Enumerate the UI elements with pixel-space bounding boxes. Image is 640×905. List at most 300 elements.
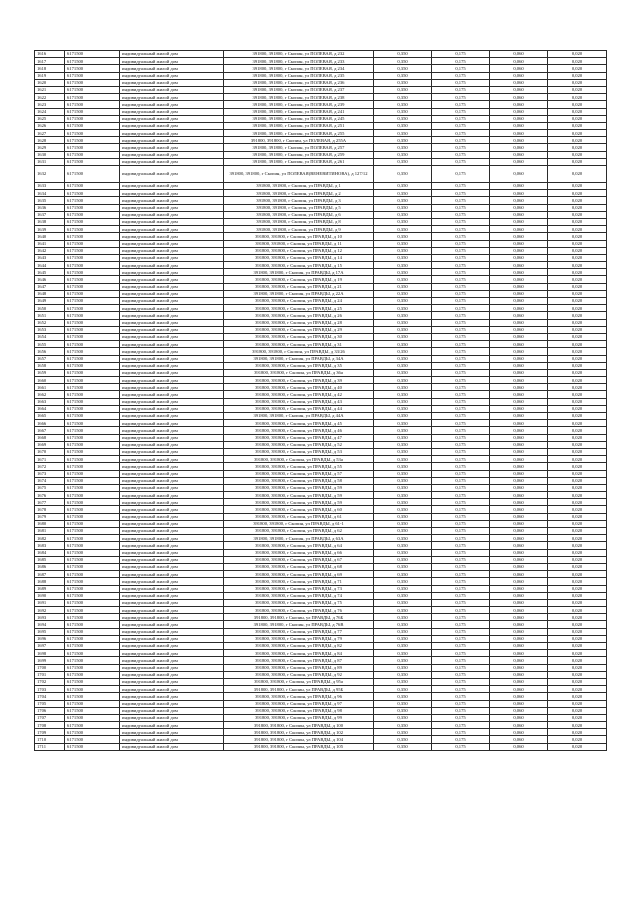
table-row (35, 369, 607, 376)
value-cell-3: 0,060 (490, 628, 548, 635)
row-number-cell: 1661 (35, 384, 65, 391)
value-cell-2: 0,175 (432, 434, 490, 441)
value-cell-1: 0,350 (374, 348, 432, 355)
value-cell-2: 0,175 (432, 427, 490, 434)
value-cell-3: 0,060 (490, 94, 548, 101)
table-row (35, 657, 607, 664)
value-cell-1: 0,350 (374, 736, 432, 743)
value-cell-1: 0,350 (374, 549, 432, 556)
row-number-cell: 1616 (35, 51, 65, 58)
value-cell-3: 0,060 (490, 441, 548, 448)
table-row (35, 448, 607, 455)
building-type-cell: индивидуальный жилой дом (120, 305, 224, 312)
oktmo-code-cell: 6171500 (65, 722, 120, 729)
value-cell-1: 0,350 (374, 369, 432, 376)
value-cell-2: 0,175 (432, 158, 490, 165)
building-type-cell: индивидуальный жилой дом (120, 51, 224, 58)
value-cell-2: 0,175 (432, 326, 490, 333)
value-cell-4: 0,020 (548, 86, 607, 93)
oktmo-code-cell: 6171500 (65, 542, 120, 549)
value-cell-2: 0,175 (432, 484, 490, 491)
table-row (35, 65, 607, 72)
row-number-cell: 1668 (35, 434, 65, 441)
value-cell-1: 0,350 (374, 377, 432, 384)
building-type-cell: индивидуальный жилой дом (120, 137, 224, 144)
value-cell-3: 0,060 (490, 513, 548, 520)
value-cell-3: 0,060 (490, 420, 548, 427)
value-cell-4: 0,020 (548, 542, 607, 549)
table-row (35, 571, 607, 578)
value-cell-2: 0,175 (432, 413, 490, 420)
address-cell: 391800, 391800, г Скопин, ул ПРАВДЫ, д 11 (224, 240, 374, 247)
table-row (35, 298, 607, 305)
table-row (35, 94, 607, 101)
value-cell-3: 0,060 (490, 319, 548, 326)
building-type-cell: индивидуальный жилой дом (120, 578, 224, 585)
table-row (35, 405, 607, 412)
value-cell-4: 0,020 (548, 130, 607, 137)
address-cell: 391800, 391800, г Скопин, ул ПРАВДЫ, д 6 (224, 211, 374, 218)
address-cell: 391800, 391800, г Скопин, ул ПРАВДЫ, д 69 (224, 571, 374, 578)
value-cell-3: 0,060 (490, 477, 548, 484)
row-number-cell: 1698 (35, 650, 65, 657)
value-cell-2: 0,175 (432, 743, 490, 750)
value-cell-2: 0,175 (432, 101, 490, 108)
building-type-cell: индивидуальный жилой дом (120, 448, 224, 455)
value-cell-1: 0,350 (374, 233, 432, 240)
value-cell-4: 0,020 (548, 226, 607, 233)
value-cell-3: 0,060 (490, 269, 548, 276)
address-cell: 391800, 391800, г Скопин, ул ПРАВДЫ, д 53 (224, 448, 374, 455)
value-cell-3: 0,060 (490, 743, 548, 750)
building-type-cell: индивидуальный жилой дом (120, 456, 224, 463)
building-type-cell: индивидуальный жилой дом (120, 144, 224, 151)
building-type-cell: индивидуальный жилой дом (120, 513, 224, 520)
row-number-cell: 1694 (35, 621, 65, 628)
value-cell-2: 0,175 (432, 571, 490, 578)
value-cell-3: 0,060 (490, 65, 548, 72)
value-cell-2: 0,175 (432, 736, 490, 743)
address-cell: 391800, 391800, г Скопин, ул ПРАВДЫ, д 53а (224, 456, 374, 463)
value-cell-1: 0,350 (374, 319, 432, 326)
value-cell-1: 0,350 (374, 535, 432, 542)
address-cell: 391800, 391800, г Скопин, ул ПОЛЕВАЯ, д 261 (224, 158, 374, 165)
row-number-cell: 1683 (35, 542, 65, 549)
oktmo-code-cell: 6171500 (65, 700, 120, 707)
table-row (35, 420, 607, 427)
value-cell-4: 0,020 (548, 563, 607, 570)
value-cell-1: 0,350 (374, 65, 432, 72)
table-row (35, 341, 607, 348)
address-cell: 391800, 391800, г Скопин, ул ПРАВДЫ, д 102 (224, 729, 374, 736)
value-cell-4: 0,020 (548, 398, 607, 405)
value-cell-4: 0,020 (548, 101, 607, 108)
value-cell-3: 0,060 (490, 137, 548, 144)
value-cell-2: 0,175 (432, 678, 490, 685)
building-type-cell: индивидуальный жилой дом (120, 348, 224, 355)
value-cell-1: 0,350 (374, 513, 432, 520)
table-row (35, 158, 607, 165)
table-body (35, 51, 607, 751)
table-row (35, 115, 607, 122)
building-type-cell: индивидуальный жилой дом (120, 377, 224, 384)
building-type-cell: индивидуальный жилой дом (120, 441, 224, 448)
building-type-cell: индивидуальный жилой дом (120, 384, 224, 391)
value-cell-3: 0,060 (490, 218, 548, 225)
value-cell-4: 0,020 (548, 427, 607, 434)
value-cell-3: 0,060 (490, 686, 548, 693)
row-number-cell: 1618 (35, 65, 65, 72)
value-cell-3: 0,060 (490, 405, 548, 412)
address-cell: 391800, 391800, г Скопин, ул ПОЛЕВАЯ, д 234 (224, 65, 374, 72)
building-type-cell: индивидуальный жилой дом (120, 420, 224, 427)
value-cell-2: 0,175 (432, 341, 490, 348)
value-cell-4: 0,020 (548, 51, 607, 58)
address-cell: 391800, 391800, г Скопин, ул ПРАВДЫ, д 67 (224, 556, 374, 563)
value-cell-2: 0,175 (432, 108, 490, 115)
address-cell: 391800, 391800, г Скопин, ул ПРАВДЫ, д 104 (224, 736, 374, 743)
value-cell-4: 0,020 (548, 283, 607, 290)
row-number-cell: 1621 (35, 86, 65, 93)
table-row (35, 463, 607, 470)
oktmo-code-cell: 6171500 (65, 729, 120, 736)
address-cell: 391800, 391800, г Скопин, ул ПРАВДЫ, д 30 (224, 333, 374, 340)
address-cell: 391800, 391800, г Скопин, ул ПРАВДЫ, д 63А (224, 535, 374, 542)
value-cell-4: 0,020 (548, 333, 607, 340)
row-number-cell: 1655 (35, 341, 65, 348)
table-row (35, 664, 607, 671)
oktmo-code-cell: 6171500 (65, 362, 120, 369)
value-cell-2: 0,175 (432, 94, 490, 101)
table-row (35, 79, 607, 86)
row-number-cell: 1632 (35, 166, 65, 183)
value-cell-2: 0,175 (432, 477, 490, 484)
row-number-cell: 1688 (35, 578, 65, 585)
value-cell-2: 0,175 (432, 722, 490, 729)
value-cell-3: 0,060 (490, 115, 548, 122)
building-type-cell: индивидуальный жилой дом (120, 729, 224, 736)
value-cell-4: 0,020 (548, 115, 607, 122)
building-type-cell: индивидуальный жилой дом (120, 528, 224, 535)
value-cell-4: 0,020 (548, 341, 607, 348)
table-row (35, 643, 607, 650)
value-cell-3: 0,060 (490, 254, 548, 261)
value-cell-4: 0,020 (548, 693, 607, 700)
address-cell: 391800, 391800, г Скопин, ул ПРАВДЫ, д 84 (224, 650, 374, 657)
table-row (35, 233, 607, 240)
value-cell-2: 0,175 (432, 513, 490, 520)
value-cell-2: 0,175 (432, 226, 490, 233)
value-cell-3: 0,060 (490, 144, 548, 151)
value-cell-2: 0,175 (432, 650, 490, 657)
value-cell-2: 0,175 (432, 369, 490, 376)
address-cell: 391800, 391800, г Скопин, ул ПРАВДЫ, д 44 (224, 405, 374, 412)
oktmo-code-cell: 6171500 (65, 456, 120, 463)
value-cell-2: 0,175 (432, 348, 490, 355)
value-cell-3: 0,060 (490, 326, 548, 333)
oktmo-code-cell: 6171500 (65, 51, 120, 58)
table-row (35, 635, 607, 642)
value-cell-1: 0,350 (374, 86, 432, 93)
value-cell-1: 0,350 (374, 700, 432, 707)
value-cell-2: 0,175 (432, 405, 490, 412)
table-row (35, 607, 607, 614)
value-cell-3: 0,060 (490, 664, 548, 671)
address-cell: 391800, 391800, г Скопин, ул ПОЛЕВАЯ, д 239 (224, 101, 374, 108)
address-cell: 391800, 391800, г Скопин, ул ПРАВДЫ, д 45 (224, 420, 374, 427)
oktmo-code-cell: 6171500 (65, 413, 120, 420)
value-cell-2: 0,175 (432, 79, 490, 86)
table-row (35, 413, 607, 420)
building-type-cell: индивидуальный жилой дом (120, 269, 224, 276)
value-cell-1: 0,350 (374, 477, 432, 484)
address-cell: 391800, 391800, г Скопин, ул ПОЛЕВАЯ(ВЕНЕВИТИНОВА), д 127/12 (224, 166, 374, 183)
value-cell-4: 0,020 (548, 218, 607, 225)
value-cell-4: 0,020 (548, 122, 607, 129)
oktmo-code-cell: 6171500 (65, 283, 120, 290)
oktmo-code-cell: 6171500 (65, 319, 120, 326)
address-cell: 391800, 391800, г Скопин, ул ПРАВДЫ, д 28 (224, 319, 374, 326)
value-cell-2: 0,175 (432, 535, 490, 542)
address-cell: 391800, 391800, г Скопин, ул ПРАВДЫ, д 60 (224, 506, 374, 513)
value-cell-1: 0,350 (374, 190, 432, 197)
table-row (35, 707, 607, 714)
table-row (35, 456, 607, 463)
row-number-cell: 1635 (35, 197, 65, 204)
value-cell-1: 0,350 (374, 122, 432, 129)
value-cell-2: 0,175 (432, 183, 490, 190)
value-cell-2: 0,175 (432, 448, 490, 455)
value-cell-3: 0,060 (490, 362, 548, 369)
oktmo-code-cell: 6171500 (65, 247, 120, 254)
oktmo-code-cell: 6171500 (65, 130, 120, 137)
value-cell-4: 0,020 (548, 326, 607, 333)
row-number-cell: 1671 (35, 456, 65, 463)
value-cell-4: 0,020 (548, 592, 607, 599)
value-cell-2: 0,175 (432, 218, 490, 225)
value-cell-1: 0,350 (374, 528, 432, 535)
building-type-cell: индивидуальный жилой дом (120, 158, 224, 165)
value-cell-1: 0,350 (374, 362, 432, 369)
table-row (35, 319, 607, 326)
value-cell-3: 0,060 (490, 693, 548, 700)
value-cell-3: 0,060 (490, 607, 548, 614)
building-type-cell: индивидуальный жилой дом (120, 101, 224, 108)
value-cell-3: 0,060 (490, 678, 548, 685)
value-cell-2: 0,175 (432, 305, 490, 312)
row-number-cell: 1708 (35, 722, 65, 729)
value-cell-2: 0,175 (432, 520, 490, 527)
row-number-cell: 1657 (35, 355, 65, 362)
row-number-cell: 1685 (35, 556, 65, 563)
value-cell-3: 0,060 (490, 729, 548, 736)
value-cell-2: 0,175 (432, 542, 490, 549)
building-type-cell: индивидуальный жилой дом (120, 233, 224, 240)
address-cell: 391800, 391800, г Скопин, ул ПРАВДЫ, д 61-1 (224, 520, 374, 527)
building-type-cell: индивидуальный жилой дом (120, 190, 224, 197)
address-cell: 391800, 391800, г Скопин, ул ПОЛЕВАЯ, д 255 (224, 130, 374, 137)
value-cell-4: 0,020 (548, 714, 607, 721)
value-cell-4: 0,020 (548, 312, 607, 319)
row-number-cell: 1666 (35, 420, 65, 427)
building-type-cell: индивидуальный жилой дом (120, 484, 224, 491)
address-cell: 391800, 391800, г Скопин, ул ПОЛЕВАЯ, д 235 (224, 72, 374, 79)
value-cell-2: 0,175 (432, 599, 490, 606)
value-cell-4: 0,020 (548, 528, 607, 535)
address-cell: 391800, 391800, г Скопин, ул ПРАВДЫ, д 76В (224, 621, 374, 628)
value-cell-4: 0,020 (548, 736, 607, 743)
value-cell-3: 0,060 (490, 341, 548, 348)
table-row (35, 122, 607, 129)
oktmo-code-cell: 6171500 (65, 269, 120, 276)
oktmo-code-cell: 6171500 (65, 190, 120, 197)
value-cell-2: 0,175 (432, 130, 490, 137)
value-cell-1: 0,350 (374, 79, 432, 86)
value-cell-2: 0,175 (432, 319, 490, 326)
building-type-cell: индивидуальный жилой дом (120, 398, 224, 405)
value-cell-2: 0,175 (432, 729, 490, 736)
row-number-cell: 1711 (35, 743, 65, 750)
value-cell-4: 0,020 (548, 463, 607, 470)
value-cell-2: 0,175 (432, 240, 490, 247)
oktmo-code-cell: 6171500 (65, 693, 120, 700)
value-cell-2: 0,175 (432, 528, 490, 535)
building-type-cell: индивидуальный жилой дом (120, 254, 224, 261)
row-number-cell: 1651 (35, 312, 65, 319)
oktmo-code-cell: 6171500 (65, 151, 120, 158)
oktmo-code-cell: 6171500 (65, 158, 120, 165)
oktmo-code-cell: 6171500 (65, 86, 120, 93)
oktmo-code-cell: 6171500 (65, 628, 120, 635)
building-type-cell: индивидуальный жилой дом (120, 470, 224, 477)
oktmo-code-cell: 6171500 (65, 585, 120, 592)
value-cell-4: 0,020 (548, 197, 607, 204)
value-cell-1: 0,350 (374, 571, 432, 578)
row-number-cell: 1672 (35, 463, 65, 470)
value-cell-3: 0,060 (490, 592, 548, 599)
address-cell: 391800, 391800, г Скопин, ул ПОЛЕВАЯ, д 257 (224, 144, 374, 151)
value-cell-2: 0,175 (432, 197, 490, 204)
table-row (35, 355, 607, 362)
value-cell-3: 0,060 (490, 101, 548, 108)
address-cell: 391800, 391800, г Скопин, ул ПОЛЕВАЯ, д 232 (224, 51, 374, 58)
address-cell: 391800, 391800, г Скопин, ул ПРАВДЫ, д 76Б (224, 614, 374, 621)
row-number-cell: 1675 (35, 484, 65, 491)
value-cell-1: 0,350 (374, 94, 432, 101)
address-cell: 391800, 391800, г Скопин, ул ПОЛЕВАЯ, д 241 (224, 108, 374, 115)
address-cell: 391800, 391800, г Скопин, ул ПРАВДЫ, д 34А (224, 355, 374, 362)
value-cell-3: 0,060 (490, 166, 548, 183)
address-cell: 391800, 391800, г Скопин, ул ПРАВДЫ, д 22А (224, 290, 374, 297)
value-cell-3: 0,060 (490, 355, 548, 362)
oktmo-code-cell: 6171500 (65, 65, 120, 72)
value-cell-1: 0,350 (374, 254, 432, 261)
building-type-cell: индивидуальный жилой дом (120, 506, 224, 513)
value-cell-2: 0,175 (432, 643, 490, 650)
address-cell: 391800, 391800, г Скопин, ул ПРАВДЫ, д 74 (224, 592, 374, 599)
row-number-cell: 1637 (35, 211, 65, 218)
value-cell-1: 0,350 (374, 448, 432, 455)
value-cell-3: 0,060 (490, 736, 548, 743)
value-cell-4: 0,020 (548, 506, 607, 513)
row-number-cell: 1645 (35, 269, 65, 276)
value-cell-4: 0,020 (548, 650, 607, 657)
table-row (35, 348, 607, 355)
value-cell-2: 0,175 (432, 499, 490, 506)
address-cell: 391800, 391800, г Скопин, ул ПРАВДЫ, д 77 (224, 628, 374, 635)
building-type-cell: индивидуальный жилой дом (120, 218, 224, 225)
value-cell-4: 0,020 (548, 233, 607, 240)
oktmo-code-cell: 6171500 (65, 484, 120, 491)
row-number-cell: 1660 (35, 377, 65, 384)
table-row (35, 520, 607, 527)
value-cell-2: 0,175 (432, 607, 490, 614)
address-cell: 391800, 391800, г Скопин, ул ПРАВДЫ, д 64 (224, 542, 374, 549)
value-cell-2: 0,175 (432, 463, 490, 470)
address-cell: 391800, 391800, г Скопин, ул ПРАВДЫ, д 17А (224, 269, 374, 276)
value-cell-4: 0,020 (548, 269, 607, 276)
value-cell-1: 0,350 (374, 743, 432, 750)
value-cell-4: 0,020 (548, 599, 607, 606)
row-number-cell: 1681 (35, 528, 65, 535)
value-cell-1: 0,350 (374, 714, 432, 721)
row-number-cell: 1663 (35, 398, 65, 405)
value-cell-3: 0,060 (490, 298, 548, 305)
value-cell-2: 0,175 (432, 247, 490, 254)
value-cell-2: 0,175 (432, 58, 490, 65)
table-row (35, 542, 607, 549)
row-number-cell: 1624 (35, 108, 65, 115)
address-cell: 391800, 391800, г Скопин, ул ПРАВДЫ, д 59 (224, 492, 374, 499)
value-cell-4: 0,020 (548, 707, 607, 714)
value-cell-3: 0,060 (490, 657, 548, 664)
oktmo-code-cell: 6171500 (65, 72, 120, 79)
table-row (35, 484, 607, 491)
oktmo-code-cell: 6171500 (65, 621, 120, 628)
value-cell-1: 0,350 (374, 599, 432, 606)
value-cell-3: 0,060 (490, 499, 548, 506)
row-number-cell: 1695 (35, 628, 65, 635)
row-number-cell: 1639 (35, 226, 65, 233)
value-cell-2: 0,175 (432, 355, 490, 362)
building-type-cell: индивидуальный жилой дом (120, 650, 224, 657)
table-row (35, 333, 607, 340)
value-cell-3: 0,060 (490, 312, 548, 319)
address-cell: 391800, 391800, г Скопин, ул ПРАВДЫ, д 52 (224, 441, 374, 448)
row-number-cell: 1654 (35, 333, 65, 340)
address-cell: 391800, 391800, г Скопин, ул ПРАВДЫ, д 97 (224, 700, 374, 707)
value-cell-4: 0,020 (548, 621, 607, 628)
value-cell-2: 0,175 (432, 664, 490, 671)
table-row (35, 151, 607, 158)
oktmo-code-cell: 6171500 (65, 556, 120, 563)
table-row (35, 377, 607, 384)
row-number-cell: 1684 (35, 549, 65, 556)
value-cell-4: 0,020 (548, 413, 607, 420)
oktmo-code-cell: 6171500 (65, 58, 120, 65)
value-cell-3: 0,060 (490, 599, 548, 606)
value-cell-1: 0,350 (374, 635, 432, 642)
table-row (35, 144, 607, 151)
value-cell-1: 0,350 (374, 506, 432, 513)
value-cell-4: 0,020 (548, 614, 607, 621)
row-number-cell: 1687 (35, 571, 65, 578)
value-cell-4: 0,020 (548, 204, 607, 211)
value-cell-2: 0,175 (432, 614, 490, 621)
value-cell-4: 0,020 (548, 319, 607, 326)
row-number-cell: 1643 (35, 254, 65, 261)
table-row (35, 693, 607, 700)
